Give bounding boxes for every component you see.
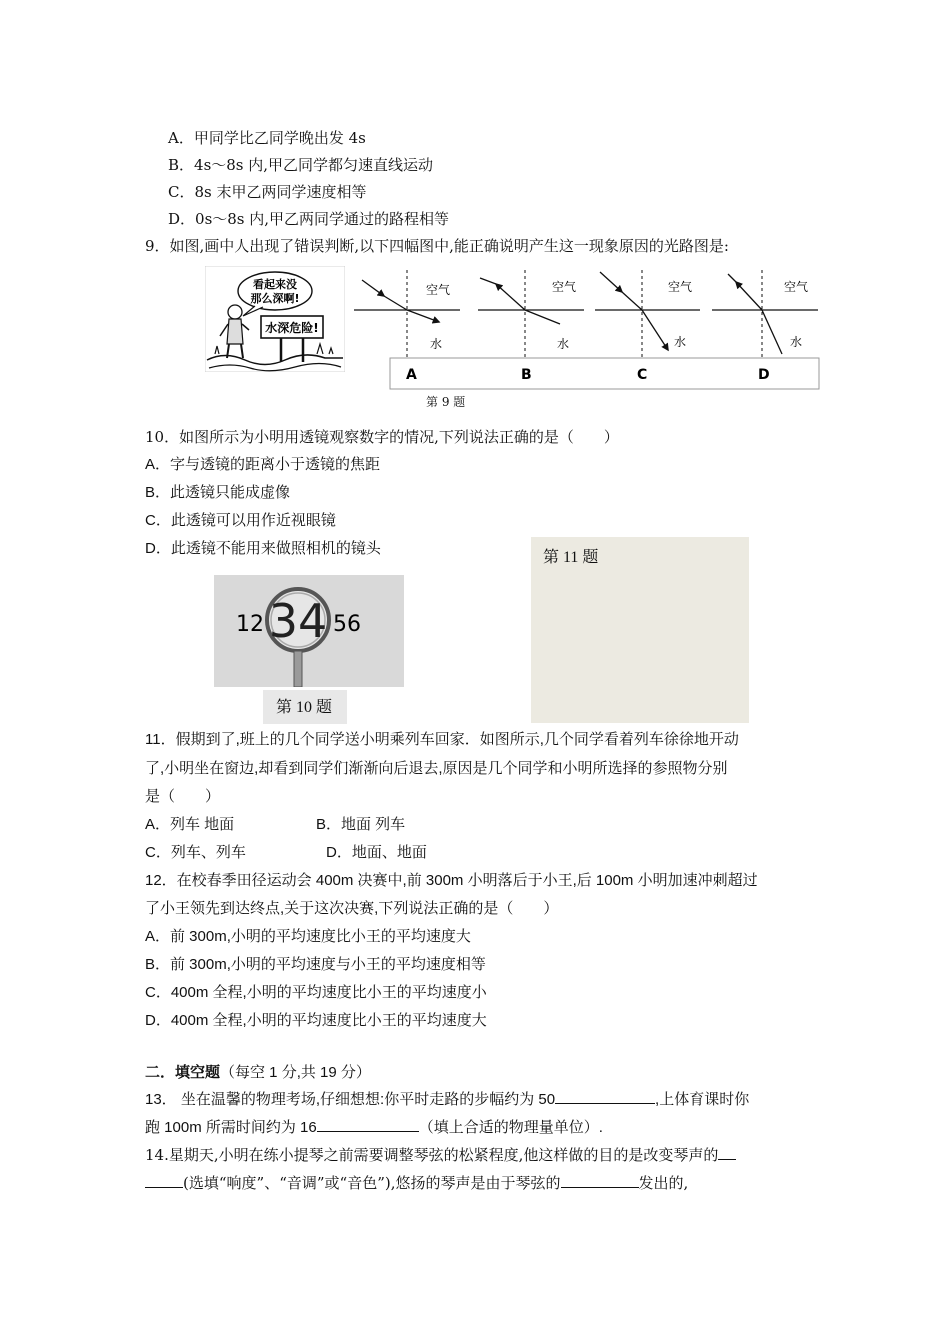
- q13-text-4: （填上合适的物理量单位）.: [418, 1119, 603, 1136]
- q13-text-3: 跑 100m 所需时间约为 16: [145, 1119, 317, 1136]
- person-head: [228, 305, 242, 319]
- label-water: 水: [674, 335, 687, 349]
- label-a: A: [406, 367, 417, 383]
- bubble-text-1: 看起来没: [253, 278, 297, 291]
- q12-option-a: A．前 300m,小明的平均速度比小王的平均速度大: [145, 928, 471, 945]
- q14-blank-1b[interactable]: [145, 1173, 183, 1188]
- label-c: C: [637, 367, 648, 383]
- q8-option-d: D．0s～8s 内,甲乙两同学通过的路程相等: [168, 210, 450, 228]
- q8-option-c: C．8s 末甲乙两同学速度相等: [168, 183, 367, 201]
- section-2-note: （每空 1 分,共 19 分）: [220, 1064, 371, 1081]
- section-2-title: 二．填空题: [145, 1064, 221, 1081]
- q12-option-b: B．前 300m,小明的平均速度与小王的平均速度相等: [145, 956, 486, 973]
- q13-text-2: ,上体育课时你: [655, 1091, 750, 1108]
- q14-text-3: 发出的,: [638, 1174, 689, 1192]
- label-water: 水: [790, 335, 803, 349]
- magnifier-handle: [294, 651, 302, 687]
- q8-option-a: A．甲同学比乙同学晚出发 4s: [168, 129, 366, 147]
- q9-cartoon-figure: [205, 266, 345, 372]
- section-2-heading: [145, 1063, 371, 1083]
- q10-stem: 10．如图所示为小明用透镜观察数字的情况,下列说法正确的是（ ）: [145, 428, 619, 446]
- q11-option-d: D．地面、地面: [326, 844, 427, 861]
- label-b: B: [521, 367, 532, 383]
- q14-text-2: (选填“响度”、“音调”或“音色”),悠扬的琴声是由于琴弦的: [183, 1174, 561, 1192]
- q14-line-1: [145, 1145, 736, 1165]
- q13-blank-1[interactable]: [555, 1089, 655, 1104]
- digits-magnified: 34: [268, 594, 328, 648]
- label-air: 空气: [552, 280, 577, 294]
- q11-option-c: C．列车、列车: [145, 844, 246, 861]
- q11-option-a: A．列车 地面: [145, 816, 235, 833]
- sign-text: 水深危险!: [265, 321, 319, 335]
- digits-left: 12: [236, 612, 264, 637]
- q13-line-2: [145, 1117, 603, 1138]
- letter-box: [390, 358, 819, 389]
- q11-line-3: 是（ ）: [145, 788, 221, 805]
- q11-line-1: 11．假期到了,班上的几个同学送小明乘列车回家．如图所示,几个同学看着列车徐徐地开动: [145, 731, 739, 748]
- label-air: 空气: [426, 283, 451, 297]
- q11-caption: 第 11 题: [543, 549, 599, 566]
- q9-stem: 9．如图,画中人出现了错误判断,以下四幅图中,能正确说明产生这一现象原因的光路图是:: [145, 237, 729, 255]
- q12-option-c: C．400m 全程,小明的平均速度比小王的平均速度小: [145, 984, 487, 1001]
- q12-line-2: 了小王领先到达终点,关于这次决赛,下列说法正确的是（ ）: [145, 900, 559, 917]
- q12-option-d: D．400m 全程,小明的平均速度比小王的平均速度大: [145, 1012, 487, 1029]
- q14-line-2: [145, 1173, 688, 1193]
- q14-text-1: 14.星期天,小明在练小提琴之前需要调整琴弦的松紧程度,他这样做的目的是改变琴声的: [145, 1146, 719, 1164]
- q8-option-b: B．4s～8s 内,甲乙同学都匀速直线运动: [168, 156, 434, 174]
- q12-line-1: 12．在校春季田径运动会 400m 决赛中,前 300m 小明落后于小王,后 100m 小明加速冲刺超过: [145, 872, 758, 889]
- q13-line-1: [145, 1089, 749, 1110]
- q10-option-b: B．此透镜只能成虚像: [145, 484, 291, 501]
- q9-caption: 第 9 题: [426, 395, 466, 409]
- q11-option-b: B．地面 列车: [316, 816, 406, 833]
- q10-magnifier-figure: [214, 575, 404, 687]
- label-d: D: [758, 367, 770, 383]
- q14-blank-1a[interactable]: [718, 1145, 736, 1160]
- q10-caption: 第 10 题: [276, 699, 333, 716]
- bubble-text-2: 那么深啊!: [250, 292, 300, 305]
- label-air: 空气: [668, 280, 693, 294]
- q9-ray-diagrams: [352, 266, 822, 392]
- q10-option-a: A．字与透镜的距离小于透镜的焦距: [145, 456, 381, 473]
- digits-right: 56: [333, 612, 361, 637]
- q11-line-2: 了,小明坐在窗边,却看到同学们渐渐向后退去,原因是几个同学和小明所选择的参照物分别: [145, 760, 728, 777]
- label-water: 水: [430, 337, 443, 351]
- q10-option-c: C．此透镜可以用作近视眼镜: [145, 512, 336, 529]
- q10-option-d: D．此透镜不能用来做照相机的镜头: [145, 540, 381, 557]
- label-water: 水: [557, 337, 570, 351]
- label-air: 空气: [784, 280, 809, 294]
- q13-text-1: 13． 坐在温馨的物理考场,仔细想想:你平时走路的步幅约为 50: [145, 1091, 556, 1108]
- q13-blank-2[interactable]: [317, 1117, 419, 1132]
- q14-blank-2[interactable]: [561, 1173, 639, 1188]
